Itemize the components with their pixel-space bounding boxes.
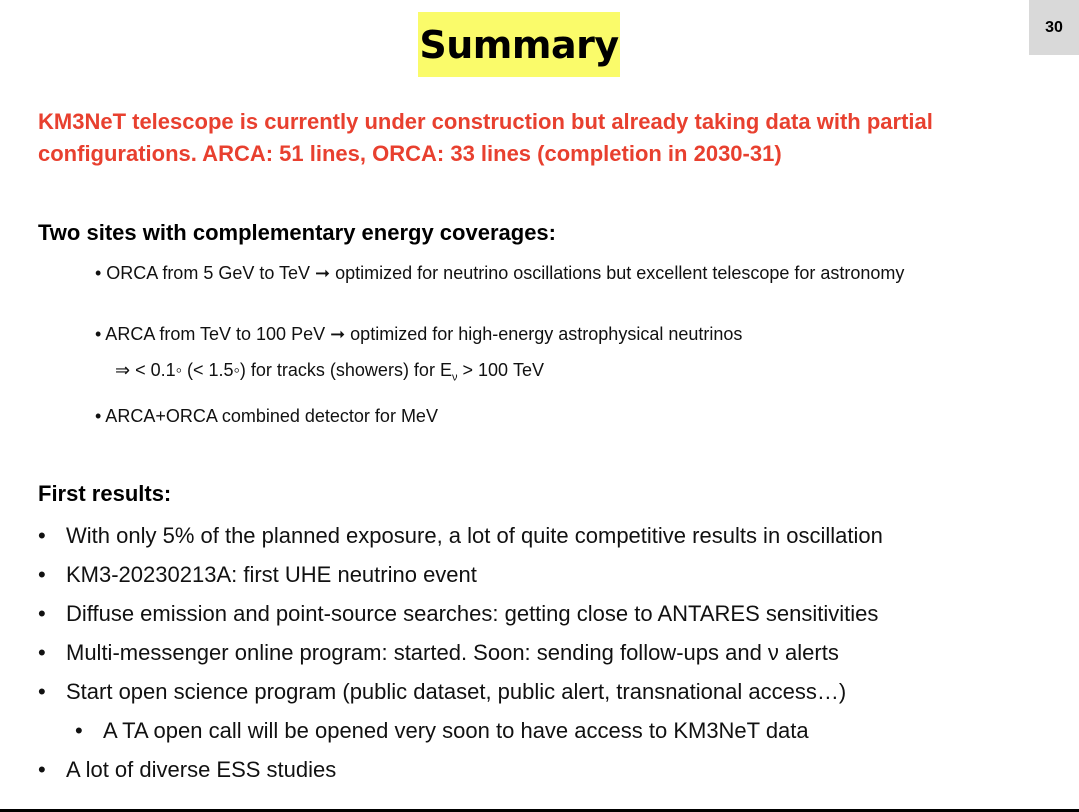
bullet-icon: • — [38, 562, 46, 587]
list-item-text: With only 5% of the planned exposure, a lot of quite competitive results in oscillation — [66, 523, 883, 548]
bullet-icon: • — [75, 718, 83, 743]
note-suffix: > 100 TeV — [457, 360, 545, 380]
sites-heading: Two sites with complementary energy coverages: — [38, 220, 556, 245]
combined-detector-bullet: • ARCA+ORCA combined detector for MeV — [95, 406, 438, 426]
bullet-icon: • — [38, 679, 46, 704]
orca-bullet: • ORCA from 5 GeV to TeV ➞ optimized for neutrino oscillations but excellent telescope for astronomy — [95, 263, 905, 283]
slide-number: 30 — [1029, 0, 1079, 55]
results-heading: First results: — [38, 481, 172, 506]
bullet-icon: • — [38, 757, 46, 782]
slide-title: Summary — [418, 12, 620, 77]
arca-bullet: • ARCA from TeV to 100 PeV ➞ optimized for high-energy astrophysical neutrinos — [95, 324, 743, 344]
list-item-text: KM3-20230213A: first UHE neutrino event — [66, 562, 477, 587]
intro-statement: KM3NeT telescope is currently under construction but already taking data with partial configurations. ARCA: 51 lines, ORCA: 33 lines (completion in 2030-31) — [38, 109, 933, 166]
list-item-text: A lot of diverse ESS studies — [66, 757, 337, 782]
bullet-icon: • — [38, 601, 46, 626]
bullet-icon: • — [38, 640, 46, 665]
list-item-text: A TA open call will be opened very soon to have access to KM3NeT data — [103, 718, 809, 743]
list-item-text: Diffuse emission and point-source searches: getting close to ANTARES sensitivities — [66, 601, 879, 626]
note-prefix: ⇒ < 0.1◦ (< 1.5◦) for tracks (showers) for E — [115, 360, 452, 380]
bullet-icon: • — [38, 523, 46, 548]
list-item-text: Start open science program (public dataset, public alert, transnational access…) — [66, 679, 847, 704]
list-item-text: Multi-messenger online program: started. Soon: sending follow-ups and ν alerts — [66, 640, 839, 665]
nu-subscript: ν — [451, 371, 458, 384]
angular-resolution-note — [115, 358, 544, 390]
